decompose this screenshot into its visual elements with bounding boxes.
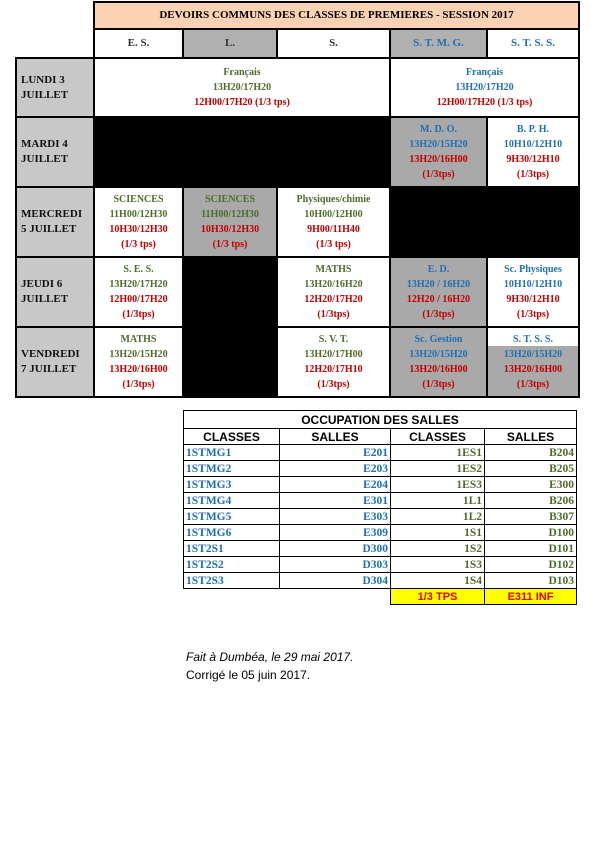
day-label-friday: VENDREDI 7 JUILLET bbox=[16, 327, 94, 397]
cell-monday-tech: Français 13H20/17H20 12H00/17H20 (1/3 tps) bbox=[390, 58, 579, 117]
room-cell: B204 bbox=[485, 445, 577, 461]
room-cell: D102 bbox=[485, 557, 577, 573]
table-row bbox=[184, 477, 577, 493]
class-cell: 1ES1 bbox=[391, 445, 485, 461]
class-cell: 1L1 bbox=[391, 493, 485, 509]
room-cell: D103 bbox=[485, 573, 577, 589]
column-header-stmg: S. T. M. G. bbox=[390, 29, 487, 58]
signature-note: Fait à Dumbéa, le 29 mai 2017. bbox=[186, 650, 354, 664]
room-cell: E203 bbox=[280, 461, 391, 477]
blocked-cell bbox=[390, 187, 579, 257]
room-cell: E300 bbox=[485, 477, 577, 493]
rooms-header-rooms: SALLES bbox=[280, 429, 391, 445]
room-cell: D303 bbox=[280, 557, 391, 573]
class-cell: 1STMG4 bbox=[184, 493, 280, 509]
room-cell: D304 bbox=[280, 573, 391, 589]
empty-cell bbox=[280, 589, 391, 605]
class-cell: 1S4 bbox=[391, 573, 485, 589]
tps-room: E311 INF bbox=[485, 589, 577, 605]
table-row bbox=[184, 509, 577, 525]
table-row bbox=[184, 557, 577, 573]
tps-label: 1/3 TPS bbox=[391, 589, 485, 605]
empty-cell bbox=[184, 589, 280, 605]
schedule-title: DEVOIRS COMMUNS DES CLASSES DE PREMIERES - SESSION 2017 bbox=[94, 2, 579, 29]
day-label-monday: LUNDI 3 JUILLET bbox=[16, 58, 94, 117]
correction-note: Corrigé le 05 juin 2017. bbox=[186, 668, 311, 682]
room-cell: E204 bbox=[280, 477, 391, 493]
blocked-cell bbox=[94, 117, 390, 187]
cell-monday-general: Français 13H20/17H20 12H00/17H20 (1/3 tps) bbox=[94, 58, 390, 117]
cell-wednesday-es: SCIENCES 11H00/12H30 10H30/12H30 (1/3 tps) bbox=[94, 187, 183, 257]
room-occupation-table bbox=[183, 410, 577, 605]
column-header-es: E. S. bbox=[94, 29, 183, 58]
class-cell: 1STMG3 bbox=[184, 477, 280, 493]
room-cell: B307 bbox=[485, 509, 577, 525]
cell-tuesday-stss: B. P. H. 10H10/12H10 9H30/12H10 (1/3tps) bbox=[487, 117, 579, 187]
cell-friday-s: S. V. T. 13H20/17H00 12H20/17H10 (1/3tps) bbox=[277, 327, 390, 397]
cell-thursday-stss: Sc. Physiques 10H10/12H10 9H30/12H10 (1/3tps) bbox=[487, 257, 579, 327]
class-cell: 1ST2S2 bbox=[184, 557, 280, 573]
empty-corner bbox=[16, 2, 94, 29]
class-cell: 1ST2S1 bbox=[184, 541, 280, 557]
room-cell: D100 bbox=[485, 525, 577, 541]
cell-friday-stmg: Sc. Gestion 13H20/15H20 13H20/16H00 (1/3tps) bbox=[390, 327, 487, 397]
rooms-header-rooms: SALLES bbox=[485, 429, 577, 445]
class-cell: 1STMG2 bbox=[184, 461, 280, 477]
room-cell: B206 bbox=[485, 493, 577, 509]
class-cell: 1ST2S3 bbox=[184, 573, 280, 589]
day-label-wednesday: MERCREDI 5 JUILLET bbox=[16, 187, 94, 257]
exam-schedule-table bbox=[15, 1, 580, 398]
room-cell: E309 bbox=[280, 525, 391, 541]
table-row bbox=[184, 493, 577, 509]
table-row bbox=[184, 541, 577, 557]
cell-tuesday-stmg: M. D. O. 13H20/15H20 13H20/16H00 (1/3tps) bbox=[390, 117, 487, 187]
cell-thursday-es: S. E. S. 13H20/17H20 12H00/17H20 (1/3tps) bbox=[94, 257, 183, 327]
class-cell: 1ES3 bbox=[391, 477, 485, 493]
room-cell: D300 bbox=[280, 541, 391, 557]
rooms-title: OCCUPATION DES SALLES bbox=[184, 411, 577, 429]
class-cell: 1S1 bbox=[391, 525, 485, 541]
class-cell: 1ES2 bbox=[391, 461, 485, 477]
table-row bbox=[184, 445, 577, 461]
column-header-stss: S. T. S. S. bbox=[487, 29, 579, 58]
rooms-header-classes: CLASSES bbox=[391, 429, 485, 445]
rooms-header-classes: CLASSES bbox=[184, 429, 280, 445]
empty-corner bbox=[16, 29, 94, 58]
cell-friday-es: MATHS 13H20/15H20 13H20/16H00 (1/3tps) bbox=[94, 327, 183, 397]
blocked-cell bbox=[183, 327, 277, 397]
class-cell: 1L2 bbox=[391, 509, 485, 525]
class-cell: 1STMG1 bbox=[184, 445, 280, 461]
class-cell: 1STMG5 bbox=[184, 509, 280, 525]
cell-thursday-s: MATHS 13H20/16H20 12H20/17H20 (1/3tps) bbox=[277, 257, 390, 327]
class-cell: 1STMG6 bbox=[184, 525, 280, 541]
day-label-thursday: JEUDI 6 JUILLET bbox=[16, 257, 94, 327]
column-header-l: L. bbox=[183, 29, 277, 58]
blocked-cell bbox=[183, 257, 277, 327]
table-row bbox=[184, 525, 577, 541]
class-cell: 1S3 bbox=[391, 557, 485, 573]
cell-wednesday-s: Physiques/chimie 10H00/12H00 9H00/11H40 (1/3 tps) bbox=[277, 187, 390, 257]
room-cell: E303 bbox=[280, 509, 391, 525]
table-row bbox=[184, 461, 577, 477]
column-header-s: S. bbox=[277, 29, 390, 58]
day-label-tuesday: MARDI 4 JUILLET bbox=[16, 117, 94, 187]
room-cell: E201 bbox=[280, 445, 391, 461]
cell-wednesday-l: SCIENCES 11H00/12H30 10H30/12H30 (1/3 tps) bbox=[183, 187, 277, 257]
cell-friday-stss: S. T. S. S. 13H20/15H20 13H20/16H00 (1/3tps) bbox=[487, 327, 579, 397]
room-cell: E301 bbox=[280, 493, 391, 509]
table-row bbox=[184, 573, 577, 589]
class-cell: 1S2 bbox=[391, 541, 485, 557]
room-cell: B205 bbox=[485, 461, 577, 477]
room-cell: D101 bbox=[485, 541, 577, 557]
cell-thursday-stmg: E. D. 13H20 / 16H20 12H20 / 16H20 (1/3tps) bbox=[390, 257, 487, 327]
